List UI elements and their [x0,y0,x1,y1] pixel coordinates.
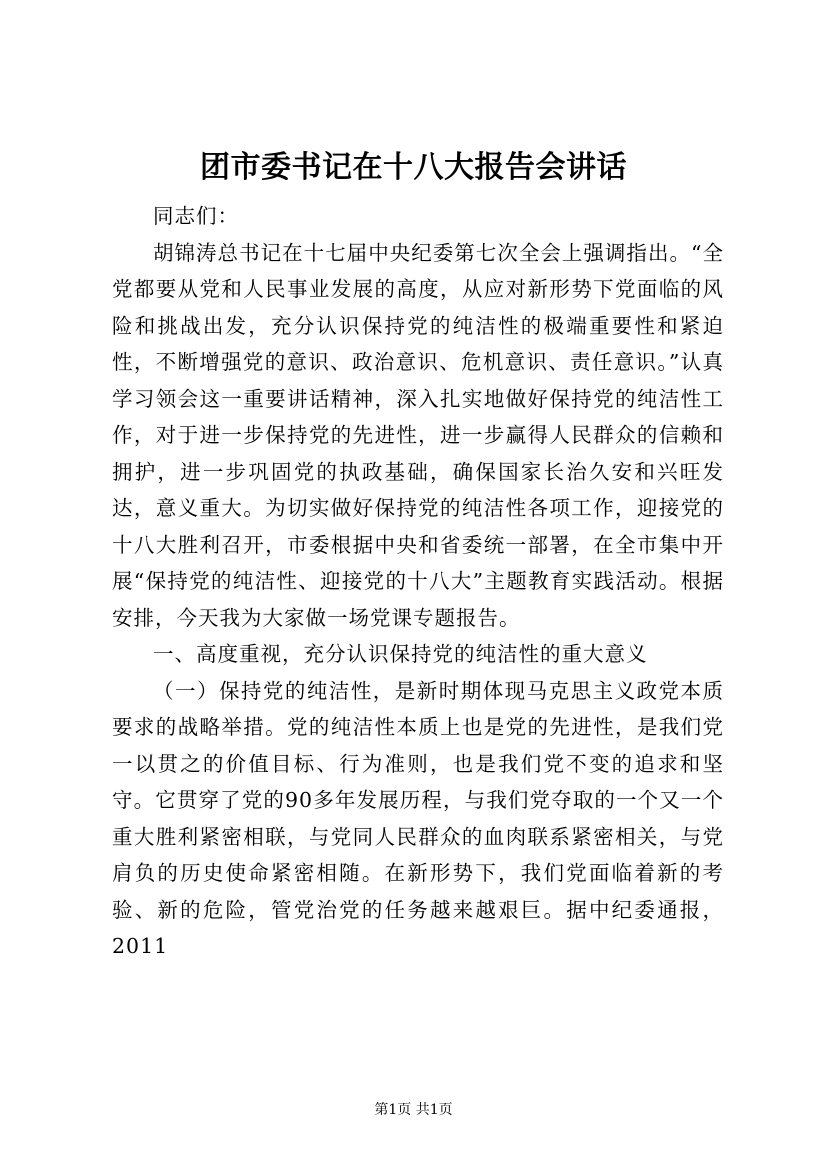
intro-paragraph: 胡锦涛总书记在十七届中央纪委第七次全会上强调指出。“全党都要从党和人民事业发展的高度，从应对新形势下党面临的风险和挑战出发，充分认识保持党的纯洁性的极端重要性和紧迫性，不断增强党的意识、政治意识、危机意识、责任意识。”认真学习领会这一重要讲话精神，深入扎实地做好保持党的纯洁性工作，对于进一步保持党的先进性，进一步赢得人民群众的信赖和拥护，进一步巩固党的执政基础，确保国家长治久安和兴旺发达，意义重大。为切实做好保持党的纯洁性各项工作，迎接党的十八大胜利召开，市委根据中央和省委统一部署，在全市集中开展“保持党的纯洁性、迎接党的十八大”主题教育实践活动。根据安排，今天我为大家做一场党课专题报告。 [112,240,724,630]
subsection-paragraph: （一）保持党的纯洁性，是新时期体现马克思主义政党本质要求的战略举措。党的纯洁性本质上也是党的先进性，是我们党一以贯之的价值目标、行为准则，也是我们党不变的追求和坚守。它贯穿了党的90多年发展历程，与我们党夺取的一个又一个重大胜利紧密相联，与党同人民群众的血肉联系紧密相关，与党肩负的历史使命紧密相随。在新形势下，我们党面临着新的考验、新的危险，管党治党的任务越来越艰巨。据中纪委通报，2011 [112,678,724,958]
section-heading: 一、高度重视，充分认识保持党的纯洁性的重大意义 [153,642,648,666]
salutation-paragraph: 同志们： [153,204,239,228]
document-body [112,198,724,965]
document-title: 团市委书记在十八大报告会讲话 [200,150,627,185]
page-number-footer: 第1页 共1页 [374,1102,453,1118]
